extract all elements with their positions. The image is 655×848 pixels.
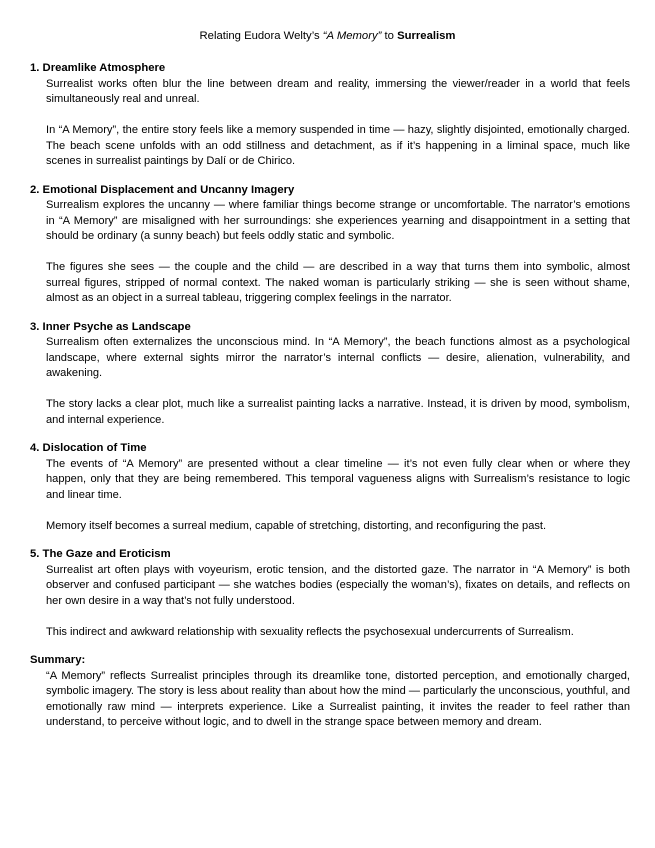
section-dreamlike-atmosphere <box>30 61 630 170</box>
section-summary <box>30 653 630 731</box>
section-paragraph: Surrealist works often blur the line between dream and reality, immersing the viewer/reader in a world that feels simultaneously real and unreal. <box>46 77 630 105</box>
title-subject: Surrealism <box>397 30 456 42</box>
section-dislocation-of-time <box>30 441 630 534</box>
section-heading: 4. Dislocation of Time <box>30 442 147 454</box>
title-joiner: to <box>384 30 394 42</box>
section-paragraph: Surrealist art often plays with voyeurism, erotic tension, and the distorted gaze. The narrator in “A Memory” is both observer and confused participant — she watches bodies (especially the woman’s), fixates on details, and reflects on her own desire in a way that’s not fully understood. <box>46 563 630 607</box>
section-heading: 3. Inner Psyche as Landscape <box>30 320 191 333</box>
section-heading: 5. The Gaze and Eroticism <box>30 548 171 560</box>
section-paragraph: The events of “A Memory” are presented without a clear timeline — it’s not even fully clear when or where they happen, only that they are being remembered. This temporal vagueness aligns with Surrealism’s resistance to logic and linear time. <box>46 457 630 501</box>
section-paragraph: Memory itself becomes a surreal medium, capable of stretching, distorting, and reconfiguring the past. <box>46 519 547 532</box>
title-work: “A Memory” <box>322 30 382 42</box>
section-paragraph: The story lacks a clear plot, much like a surrealist painting lacks a narrative. Instead, it is driven by mood, symbolism, and internal experience. <box>46 398 630 426</box>
section-paragraph: In “A Memory”, the entire story feels like a memory suspended in time — hazy, slightly disjointed, emotionally charged. The beach scene unfolds with an odd stillness and detachment, as if it’s happening in a liminal space, much like scenes in surrealist paintings by Dalí or de Chirico. <box>46 124 630 167</box>
section-emotional-displacement <box>30 183 630 307</box>
section-heading: 2. Emotional Displacement and Uncanny Imagery <box>30 183 295 196</box>
document-body <box>30 61 630 744</box>
section-paragraph: Surrealism explores the uncanny — where familiar things become strange or uncomfortable. The narrator’s emotions in “A Memory” are misaligned with her surroundings: she experiences yearning and disappointment in a setting that should be ordinary (a sunny beach) but feels oddly static and symbolic. <box>46 199 630 242</box>
section-inner-psyche <box>30 320 630 429</box>
section-heading: Summary: <box>30 654 86 666</box>
section-heading: 1. Dreamlike Atmosphere <box>30 62 166 74</box>
section-paragraph: This indirect and awkward relationship with sexuality reflects the psychosexual undercurrents of Surrealism. <box>46 625 574 638</box>
section-paragraph: The figures she sees — the couple and the child — are described in a way that turns them into symbolic, almost surreal figures, stripped of normal context. The naked woman is particularly striking — she is seen without shame, almost as an object in a surreal tableau, triggering complex feelings in the narrator. <box>46 261 630 304</box>
document-title <box>0 28 655 44</box>
section-paragraph: Surrealism often externalizes the unconscious mind. In “A Memory”, the beach functions almost as a psychological landscape, where external sights mirror the narrator’s internal conflicts — desire, alienation, vulnerability, and awakening. <box>46 336 630 379</box>
section-paragraph: “A Memory” reflects Surrealist principles through its dreamlike tone, distorted perception, and emotionally charged, symbolic imagery. The story is less about reality than about how the mind — particularly the unconscious, youthful, and emotionally raw mind — interprets experience. Like a Surrealist painting, it invites the reader to feel rather than understand, to perceive without logic, and to dwell in the strange space between memory and dream. <box>46 669 630 728</box>
title-prefix: Relating Eudora Welty’s <box>199 30 320 42</box>
section-gaze-and-eroticism <box>30 547 630 640</box>
